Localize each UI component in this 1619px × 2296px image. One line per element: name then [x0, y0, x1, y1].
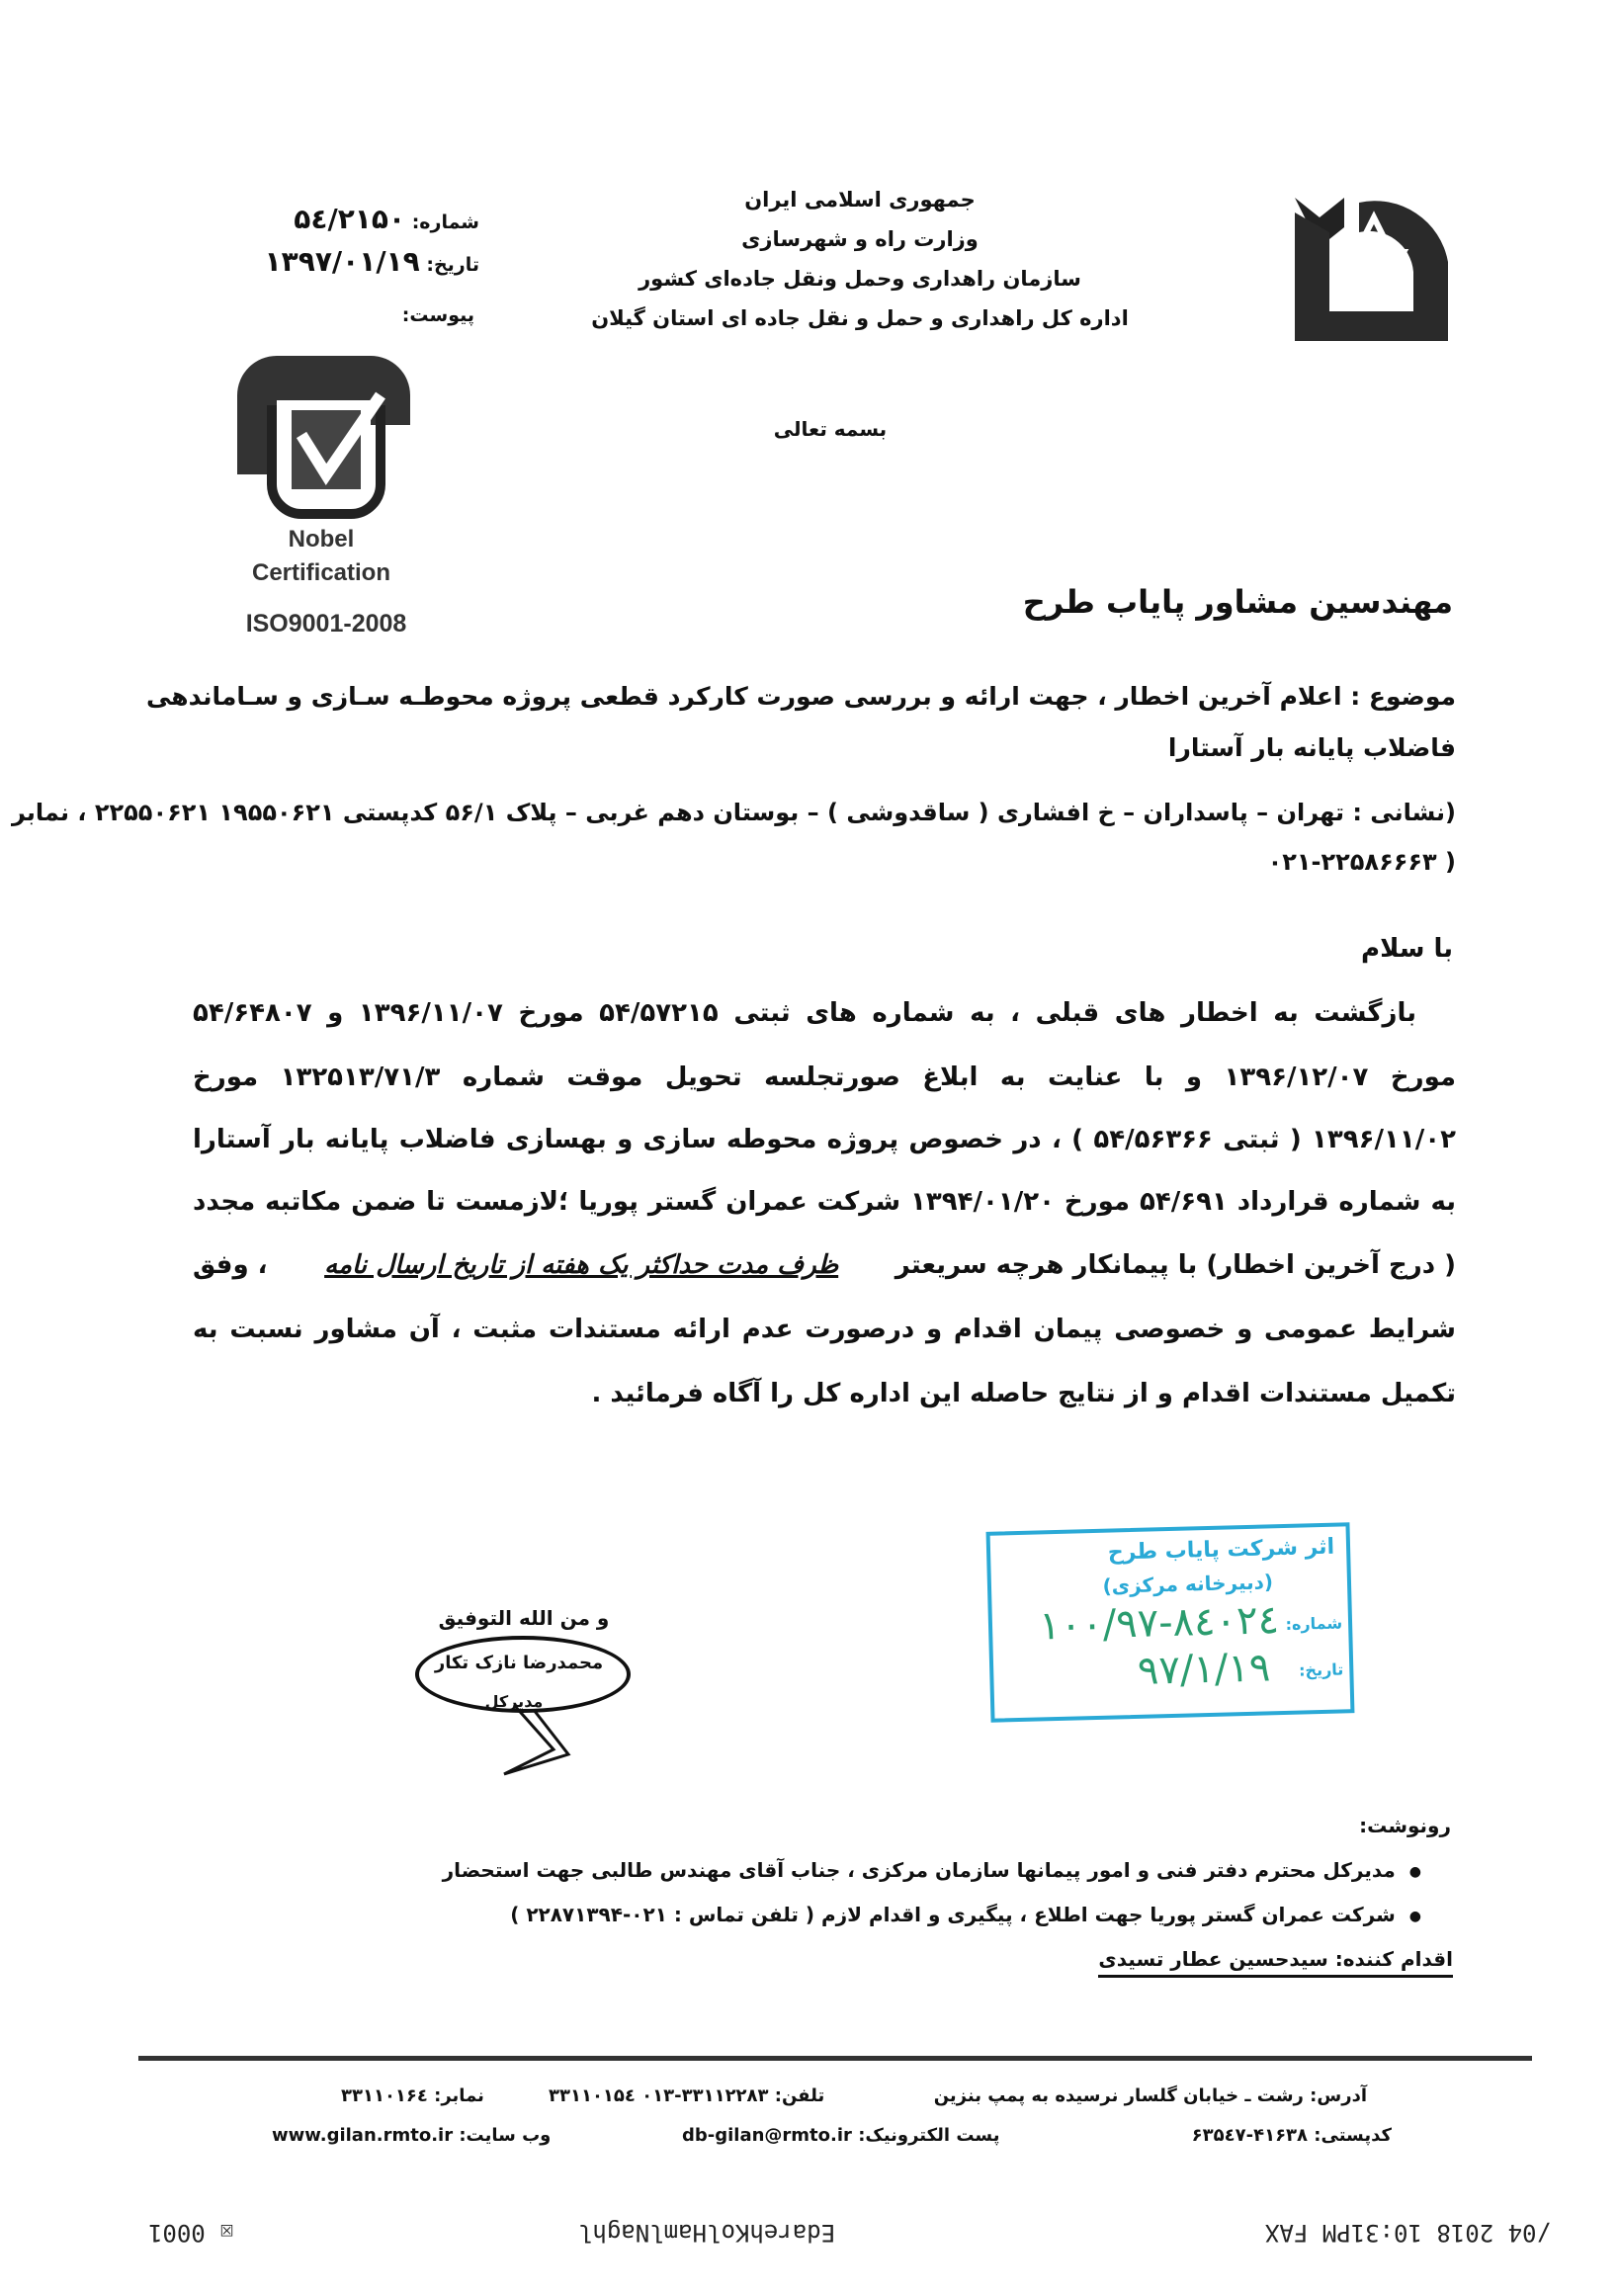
footer-divider — [138, 2056, 1532, 2061]
fax-sender: EdarehKolHamlNaghl — [578, 2219, 836, 2247]
addressee: مهندسین مشاور پایاب طرح — [1022, 583, 1453, 621]
signature-closing: و من الله التوفیق — [438, 1606, 610, 1630]
footer-address: آدرس: رشت ـ خیابان گلسار نرسیده به پمپ بنزین — [933, 2085, 1367, 2106]
number-value: ۵٤/۲۱۵۰ — [294, 203, 406, 235]
footer-email[interactable]: پست الکترونیک: db-gilan@rmto.ir — [682, 2125, 1000, 2146]
attachment-label: پیوست: — [401, 304, 474, 326]
stamp-number-label: شماره: — [1285, 1613, 1343, 1634]
date-label: تاریخ: — [426, 254, 479, 276]
date-value: ۱۳۹۷/۰۱/۱۹ — [264, 245, 420, 278]
letter-number — [282, 203, 479, 235]
stamp-date-value: ۹۷/۱/۱۹ — [1137, 1645, 1271, 1694]
cc-item: ● شرکت عمران گستر پوریا جهت اطلاع ، پیگیری و اقدام لازم ( تلفن تماس : ۰۲۱-۲۲۸۷۱۳۹۴ ) — [510, 1903, 1421, 1926]
footer-phone: تلفن: ۳۳۱۱۲۲۸۳-۰۱۳ ۳۳۱۱۰۱۵٤ — [549, 2085, 825, 2106]
greeting: با سلام — [1361, 934, 1453, 964]
body-line: به شماره قرارداد ۵۴/۶۹۱ مورخ ۱۳۹۴/۰۱/۲۰ شرکت عمران گستر پوریا ؛لازمست تا ضمن مکاتبه مجدد — [193, 1187, 1456, 1217]
body-text: ( درج آخرین اخطار) با پیمانکار هرچه سریعتر — [895, 1250, 1456, 1280]
header-department: اداره کل راهداری و حمل و نقل جاده ای استان گیلان — [591, 306, 1129, 330]
received-stamp — [986, 1522, 1355, 1723]
footer-fax: نمابر: ۳۳۱۱۰۱۶٤ — [341, 2085, 484, 2106]
cc-label: رونوشت: — [1359, 1814, 1451, 1837]
checkbox-icon: ☒ — [205, 2219, 234, 2247]
cert-nobel: Nobel — [288, 526, 355, 553]
letter-date — [247, 245, 479, 278]
address-line-1: (نشانی : تهران – پاسداران – خ افشاری ( ساقدوشی ) – بوستان دهم غربی – پلاک ۵۶/۱ کدپستی ۱۹۵۵۰۶۲۱ ۲۲۵۵۰۶۲۱ ، نمابر — [11, 799, 1456, 826]
number-label: شماره: — [411, 212, 479, 233]
header-country: جمهوری اسلامی ایران — [744, 188, 976, 212]
body-emphasis-deadline: ظرف مدت حداکثر یک هفته از تاریخ ارسال نامه — [324, 1250, 839, 1280]
stamp-subtitle: (دبیرخانه مرکزی) — [1102, 1570, 1274, 1598]
header-organization: سازمان راهداری وحمل ونقل جاده‌ای کشور — [639, 267, 1081, 291]
action-by: اقدام کننده: سیدحسین عطار تسیدی — [1098, 1947, 1453, 1978]
signature-scribble-icon — [494, 1700, 583, 1779]
subject-line-2: فاضلاب پایانه بار آستارا — [1167, 733, 1456, 762]
cc-item: ● مدیرکل محترم دفتر فنی و امور پیمانها سازمان مرکزی ، جناب آقای مهندس طالبی جهت استحضار — [443, 1858, 1421, 1882]
subject-line-1: موضوع : اعلام آخرین اخطار ، جهت ارائه و بررسی صورت کارکرد قطعی پروژه محوطـه سـازی و سـاماندهی — [146, 682, 1456, 711]
footer-postal-code: کدپستی: ۴۱۶۳۸-۶۳۵٤۷ — [1191, 2125, 1392, 2146]
header-ministry: وزارت راه و شهرسازی — [741, 227, 979, 251]
nobel-certification-logo-icon — [232, 356, 415, 519]
signature-title: مدیرکل — [484, 1692, 544, 1711]
stamp-date-label: تاریخ: — [1298, 1659, 1344, 1680]
fax-timestamp: /04 2018 10:31PM FAX — [1265, 2219, 1551, 2247]
body-text: ، وفق — [193, 1250, 268, 1280]
stamp-number-value: ۱۰۰/۹۷-۸٤۰۲٤ — [1038, 1597, 1280, 1650]
stamp-title: اثر شرکت پایاب طرح — [1107, 1534, 1335, 1566]
body-line: تکمیل مستندات اقدام و از نتایج حاصله این اداره کل را آگاه فرمائید . — [591, 1379, 1456, 1408]
body-line: مورخ ۱۳۹۶/۱۲/۰۷ و با عنایت به ابلاغ صورتجلسه تحویل موقت شماره ۱۳۲۵۱۳/۷۱/۳ مورخ — [193, 1063, 1456, 1092]
body-line: بازگشت به اخطار های قبلی ، به شماره های ثبتی ۵۴/۵۷۲۱۵ مورخ ۱۳۹۶/۱۱/۰۷ و ۵۴/۶۴۸۰۷ — [193, 998, 1416, 1028]
fax-page-number: 0001 — [148, 2219, 206, 2247]
signature-name: محمدرضا نازک تکار — [434, 1653, 604, 1673]
footer-website[interactable]: وب سایت: www.gilan.rmto.ir — [272, 2125, 552, 2146]
body-line: ۱۳۹۶/۱۱/۰۲ ( ثبتی ۵۴/۵۶۳۶۶ ) ، در خصوص پروژه محوطه سازی و بهسازی فاضلاب پایانه بار آستارا — [193, 1125, 1456, 1154]
body-line — [193, 1250, 1456, 1280]
ministry-logo-icon — [1290, 193, 1453, 351]
cert-certification: Certification — [251, 559, 390, 586]
invocation: بسمه تعالی — [773, 417, 888, 441]
cert-iso: ISO9001-2008 — [245, 610, 407, 638]
fax-page — [148, 2219, 234, 2247]
body-line: شرایط عمومی و خصوصی پیمان اقدام و درصورت عدم ارائه مستندات مثبت ، آن مشاور نسبت به — [193, 1315, 1456, 1344]
address-line-2: ( ۰۲۱-۲۲۵۸۶۶۶۳ — [1267, 848, 1456, 876]
